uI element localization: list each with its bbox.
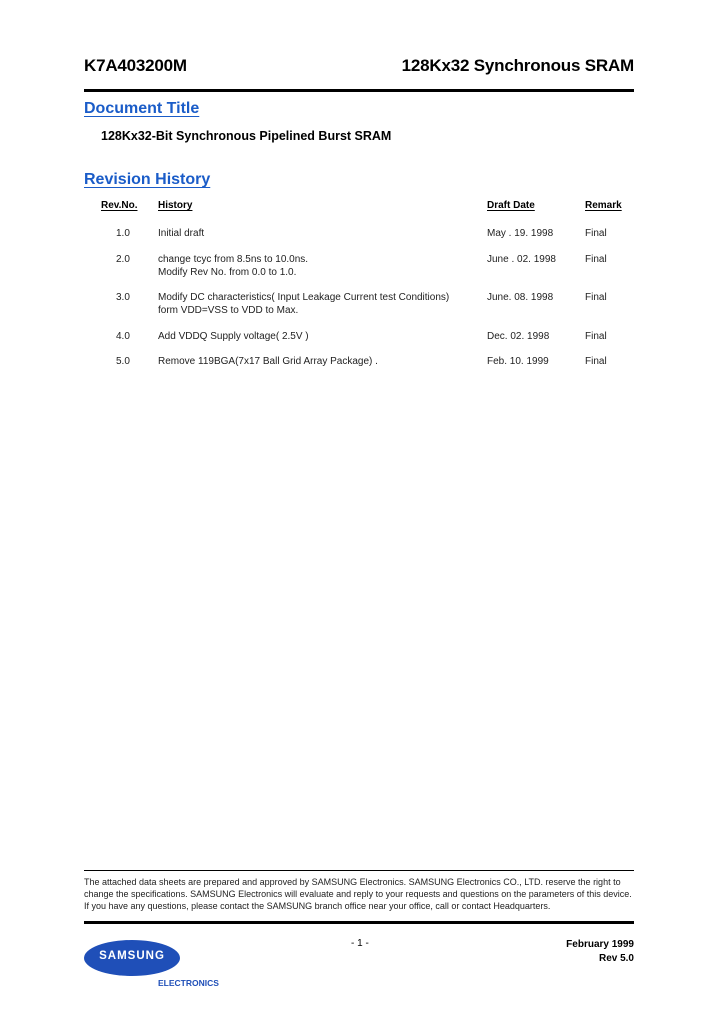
footer-rule-thin: [84, 870, 634, 871]
column-rev-no: Rev.No.: [101, 200, 138, 211]
document-title-text: 128Kx32-Bit Synchronous Pipelined Burst SRAM: [101, 129, 392, 143]
samsung-logo: [84, 940, 180, 976]
row-2-date: June . 02. 1998: [487, 254, 556, 265]
page-number: - 1 -: [351, 938, 369, 949]
row-3-history-line-1: Modify DC characteristics( Input Leakage Current test Conditions): [158, 292, 450, 303]
column-history: History: [158, 200, 193, 211]
logo-wordmark: SAMSUNG: [99, 950, 165, 962]
row-1-rev: 1.0: [116, 228, 130, 239]
row-3-history-line-2: form VDD=VSS to VDD to Max.: [158, 305, 299, 316]
header-rule: [84, 89, 634, 92]
footer-date: February 1999: [566, 939, 634, 950]
part-number: K7A403200M: [84, 56, 187, 75]
revision-history-heading: Revision History: [84, 171, 211, 188]
row-3-remark: Final: [585, 292, 607, 303]
row-2-remark: Final: [585, 254, 607, 265]
footer-revision: Rev 5.0: [598, 953, 634, 964]
row-3-rev: 3.0: [116, 292, 130, 303]
row-5-history-line-1: Remove 119BGA(7x17 Ball Grid Array Package) .: [158, 356, 378, 367]
row-4-remark: Final: [585, 331, 607, 342]
row-4-date: Dec. 02. 1998: [487, 331, 550, 342]
row-1-history-line-1: Initial draft: [158, 228, 205, 239]
footer-rule-thick: [84, 921, 634, 924]
product-title: 128Kx32 Synchronous SRAM: [401, 56, 634, 75]
column-draft-date: Draft Date: [487, 200, 535, 211]
row-2-rev: 2.0: [116, 254, 130, 265]
row-5-date: Feb. 10. 1999: [487, 356, 549, 367]
row-1-remark: Final: [585, 228, 607, 239]
footer-date-block: [566, 938, 634, 966]
row-5-rev: 5.0: [116, 356, 130, 367]
row-1-date: May . 19. 1998: [487, 228, 554, 239]
row-3-date: June. 08. 1998: [487, 292, 554, 303]
row-4-rev: 4.0: [116, 331, 130, 342]
column-remark: Remark: [585, 200, 622, 211]
document-title-heading: Document Title: [84, 100, 200, 117]
row-2-history-line-2: Modify Rev No. from 0.0 to 1.0.: [158, 267, 297, 278]
row-5-remark: Final: [585, 356, 607, 367]
row-2-history-line-1: change tcyc from 8.5ns to 10.0ns.: [158, 254, 309, 265]
footer-disclaimer: The attached data sheets are prepared and approved by SAMSUNG Electronics. SAMSUNG Electronics CO., LTD. reserve the right to change the specifications. SAMSUNG Electronics will evaluate and reply to your requests and questions on the parameters of this device. If you have any questions, please contact the SAMSUNG branch office near your office, call or contact Headquarters.: [84, 877, 632, 911]
logo-subtitle: ELECTRONICS: [158, 978, 219, 988]
row-4-history-line-1: Add VDDQ Supply voltage( 2.5V ): [158, 331, 309, 342]
